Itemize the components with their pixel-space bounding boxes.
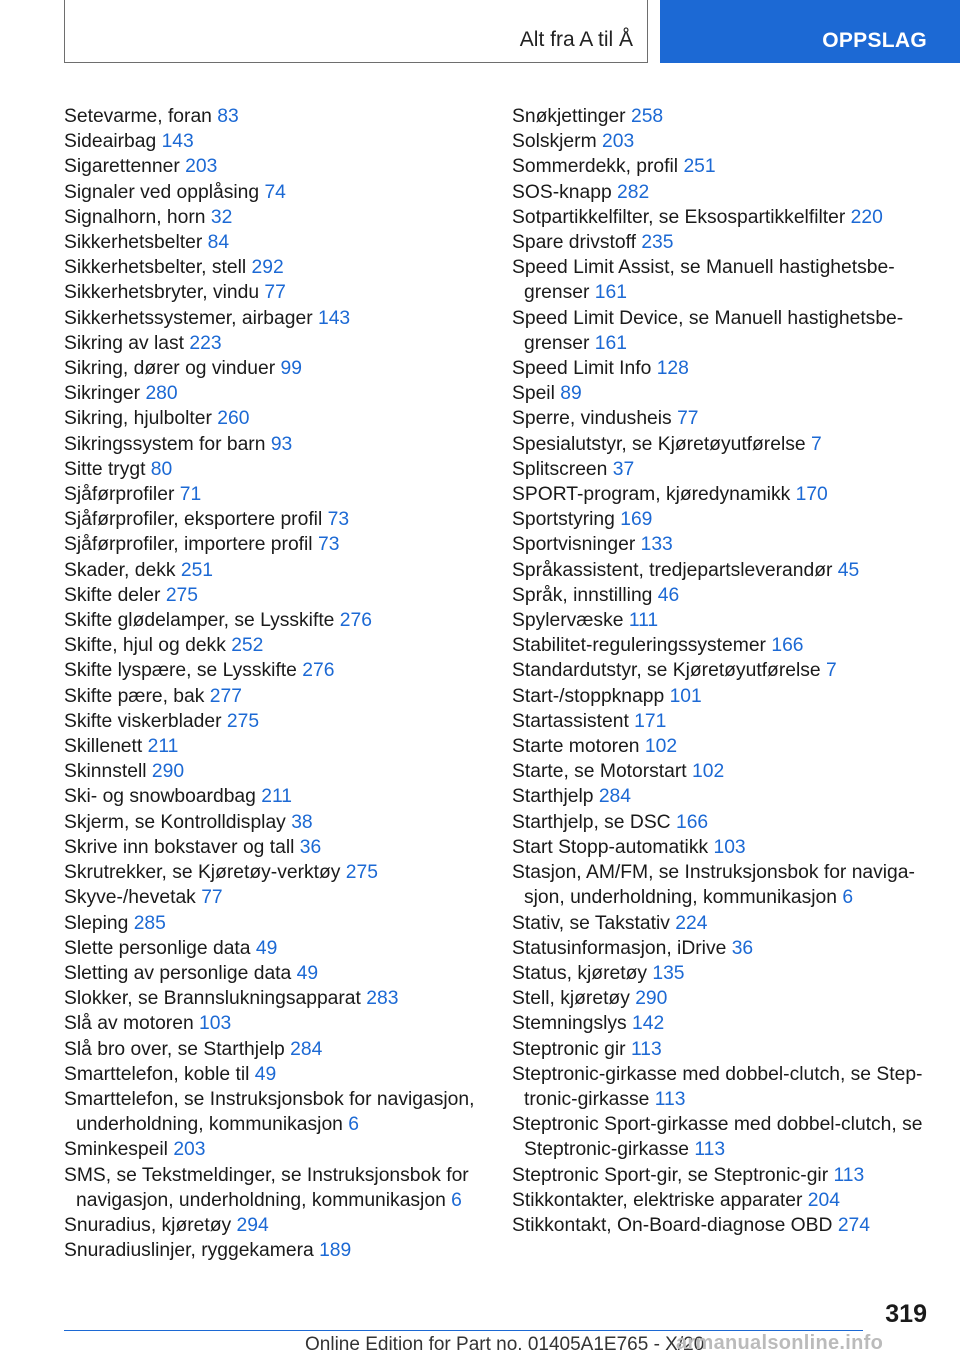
index-entry xyxy=(64,432,484,457)
index-entry-text: Skinnstell xyxy=(64,761,147,783)
page-number: 319 xyxy=(885,1300,927,1328)
index-entry-page-link[interactable]: 103 xyxy=(713,836,746,858)
index-entry xyxy=(512,205,932,230)
index-entry-text: Slette personlige data xyxy=(64,937,251,959)
index-entry-text: Stativ, se Takstativ xyxy=(512,912,670,934)
index-entry-page-link[interactable]: 251 xyxy=(683,156,716,178)
index-entry-text: Slå av motoren xyxy=(64,1013,194,1035)
index-entry-text: Stell, kjøretøy xyxy=(512,988,630,1010)
index-entry xyxy=(64,936,484,961)
index-entry xyxy=(512,784,932,809)
index-entry-page-link[interactable]: 93 xyxy=(270,433,293,455)
index-entry xyxy=(64,810,484,835)
index-entry-text: Snuradiuslinjer, ryggekamera xyxy=(64,1240,314,1262)
header-section-box xyxy=(64,0,648,63)
index-entry xyxy=(512,1062,932,1112)
index-entry-text: Sigarettenner xyxy=(64,156,180,178)
index-entry-text: Steptronic Sport-gir, se Steptronic-gir xyxy=(512,1164,829,1186)
index-entry-page-link[interactable]: 7 xyxy=(810,433,822,455)
index-entry xyxy=(64,1238,484,1263)
index-entry-text: Smarttelefon, koble til xyxy=(64,1063,250,1085)
index-entry xyxy=(512,255,932,305)
index-entry xyxy=(64,709,484,734)
index-entry xyxy=(512,1037,932,1062)
index-entry-text: SPORT-program, kjøredynamikk xyxy=(512,484,791,506)
index-entry xyxy=(512,129,932,154)
index-entry-page-link[interactable]: 103 xyxy=(199,1013,232,1035)
index-entry-text: Starthjelp, se DSC xyxy=(512,811,671,833)
index-entry-page-link[interactable]: 111 xyxy=(628,610,659,632)
index-entry-page-link[interactable]: 113 xyxy=(630,1038,662,1060)
index-entry-page-link[interactable]: 135 xyxy=(652,962,685,984)
index-entry-page-link[interactable]: 276 xyxy=(339,610,372,632)
index-entry-page-link[interactable]: 73 xyxy=(327,509,350,531)
index-entry xyxy=(64,759,484,784)
index-entry-text: Stemningslys xyxy=(512,1013,627,1035)
index-entry xyxy=(64,1087,484,1137)
index-entry xyxy=(512,1112,932,1162)
index-entry xyxy=(512,104,932,129)
index-entry xyxy=(512,507,932,532)
index-entry-text: Slokker, se Brannslukningsapparat xyxy=(64,988,361,1010)
index-entry-page-link[interactable]: 102 xyxy=(692,761,725,783)
index-entry-page-link[interactable]: 203 xyxy=(173,1139,206,1161)
index-entry-text: Skjerm, se Kontrolldisplay xyxy=(64,811,286,833)
index-entry xyxy=(64,255,484,280)
index-entry xyxy=(64,784,484,809)
index-entry xyxy=(512,1163,932,1188)
index-entry-text: Starte, se Motorstart xyxy=(512,761,687,783)
index-entry-page-link[interactable]: 235 xyxy=(641,232,674,254)
index-entry-text: Sikkerhetsbelter, stell xyxy=(64,257,247,279)
index-entry-text: Speed Limit Assist, se Manuell hastighetsbe-grenser xyxy=(512,257,895,304)
index-entry xyxy=(512,810,932,835)
index-entry-page-link[interactable]: 6 xyxy=(842,887,854,909)
index-entry xyxy=(64,457,484,482)
index-entry-page-link[interactable]: 128 xyxy=(656,358,689,380)
index-entry xyxy=(64,1163,484,1213)
index-entry-page-link[interactable]: 80 xyxy=(150,458,173,480)
index-entry xyxy=(64,684,484,709)
index-entry-text: Sportstyring xyxy=(512,509,615,531)
index-entry-text: Sikring, hjulbolter xyxy=(64,408,212,430)
index-entry xyxy=(512,961,932,986)
index-entry-text: Snuradius, kjøretøy xyxy=(64,1214,232,1236)
index-entry-text: Stikkontakter, elektriske apparater xyxy=(512,1189,803,1211)
index-entry xyxy=(64,558,484,583)
index-entry-text: Spesialutstyr, se Kjøretøyutførelse xyxy=(512,433,806,455)
index-entry xyxy=(512,532,932,557)
index-entry-text: Spare drivstoff xyxy=(512,232,636,254)
index-entry-page-link[interactable]: 6 xyxy=(451,1189,462,1211)
index-entry xyxy=(64,331,484,356)
index-entry-text: Sjåførprofiler xyxy=(64,484,175,506)
index-entry xyxy=(64,280,484,305)
index-entry-text: Snøkjettinger xyxy=(512,106,626,127)
index-entry-page-link[interactable]: 77 xyxy=(201,887,223,909)
index-entry xyxy=(512,759,932,784)
index-entry-page-link[interactable]: 275 xyxy=(226,710,260,732)
index-entry-text: Sideairbag xyxy=(64,131,157,153)
index-entry-text: Skifte, hjul og dekk xyxy=(64,635,226,657)
index-entry-page-link[interactable]: 113 xyxy=(654,1088,686,1110)
index-entry xyxy=(512,432,932,457)
index-entry-text: Statusinformasjon, iDrive xyxy=(512,937,727,959)
index-entry-text: Sotpartikkelfilter, se Eksospartikkelfilter xyxy=(512,206,846,228)
index-column-left xyxy=(64,104,484,1263)
index-entry-page-link[interactable]: 89 xyxy=(560,383,582,405)
index-entry xyxy=(64,104,484,129)
index-entry-text: Sportvisninger xyxy=(512,534,636,556)
footer-divider xyxy=(64,1330,863,1331)
index-entry-page-link[interactable]: 224 xyxy=(675,912,708,934)
index-entry-text: Steptronic Sport-girkasse med dobbel-clutch, se Steptronic-girkasse xyxy=(512,1114,923,1161)
index-entry-text: Stabilitet-reguleringssystemer xyxy=(512,635,766,657)
index-entry-page-link[interactable]: 260 xyxy=(217,408,250,430)
index-entry-page-link[interactable]: 277 xyxy=(209,685,242,707)
index-entry-text: Sikringssystem for barn xyxy=(64,433,266,455)
index-entry-text: Setevarme, foran xyxy=(64,106,212,127)
index-entry-text: Sletting av personlige data xyxy=(64,962,292,984)
index-entry xyxy=(512,860,932,910)
index-entry-text: Sjåførprofiler, eksportere profil xyxy=(64,509,323,531)
index-entry xyxy=(64,1137,484,1162)
index-entry-text: Sikring av last xyxy=(64,332,185,354)
index-entry-page-link[interactable]: 142 xyxy=(632,1013,665,1035)
index-entry-page-link[interactable]: 49 xyxy=(254,1063,277,1085)
index-entry xyxy=(64,885,484,910)
index-entry xyxy=(64,608,484,633)
index-entry xyxy=(64,583,484,608)
index-entry xyxy=(512,936,932,961)
index-entry-page-link[interactable]: 282 xyxy=(617,181,650,203)
index-entry xyxy=(64,230,484,255)
index-entry xyxy=(64,406,484,431)
index-entry-text: Sperre, vindusheis xyxy=(512,408,672,430)
index-entry-text: Speed Limit Info xyxy=(512,358,652,380)
index-entry-text: Sikringer xyxy=(64,383,141,405)
index-entry-page-link[interactable]: 275 xyxy=(165,584,198,606)
index-entry xyxy=(512,558,932,583)
index-entry-text: Steptronic gir xyxy=(512,1038,626,1060)
index-entry-text: Solskjerm xyxy=(512,131,597,153)
index-entry-text: Sikring, dører og vinduer xyxy=(64,358,276,380)
index-entry-page-link[interactable]: 283 xyxy=(366,988,399,1010)
index-entry-page-link[interactable]: 203 xyxy=(185,156,218,178)
index-entry-page-link[interactable]: 204 xyxy=(807,1189,840,1211)
index-entry-text: Sleping xyxy=(64,912,129,934)
index-entry-page-link[interactable]: 171 xyxy=(634,710,667,732)
index-entry-page-link[interactable]: 166 xyxy=(675,811,709,833)
index-entry-page-link[interactable]: 290 xyxy=(635,988,668,1010)
index-entry-text: Språk, innstilling xyxy=(512,584,653,606)
index-entry-text: Skader, dekk xyxy=(64,559,176,581)
index-entry-page-link[interactable]: 113 xyxy=(833,1164,865,1186)
index-entry-page-link[interactable]: 37 xyxy=(612,458,635,480)
index-entry xyxy=(64,835,484,860)
index-entry-text: Stasjon, AM/FM, se Instruksjonsbok for naviga-sjon, underholdning, kommunikasjon xyxy=(512,862,915,909)
index-entry-page-link[interactable]: 77 xyxy=(677,408,699,430)
index-entry-page-link[interactable]: 251 xyxy=(180,559,214,581)
watermark: armanualsonline.info xyxy=(676,1332,884,1354)
index-entry-page-link[interactable]: 143 xyxy=(161,131,194,153)
index-entry-page-link[interactable]: 49 xyxy=(255,937,278,959)
index-entry-page-link[interactable]: 77 xyxy=(264,282,286,304)
index-entry-text: Standardutstyr, se Kjøretøyutførelse xyxy=(512,660,821,682)
index-entry-text: Skillenett xyxy=(64,736,143,758)
index-entry-text: Skifte viskerblader xyxy=(64,710,222,732)
index-entry xyxy=(64,961,484,986)
index-entry-text: Status, kjøretøy xyxy=(512,962,647,984)
index-entry xyxy=(64,381,484,406)
index-entry xyxy=(512,457,932,482)
index-entry xyxy=(64,180,484,205)
index-entry-text: Starte motoren xyxy=(512,736,640,758)
index-entry-page-link[interactable]: 6 xyxy=(348,1114,359,1136)
index-entry xyxy=(512,230,932,255)
index-entry xyxy=(64,860,484,885)
index-entry-text: Spylervæske xyxy=(512,610,624,632)
index-entry xyxy=(512,306,932,356)
index-entry-text: Sikkerhetssystemer, airbager xyxy=(64,307,313,329)
index-entry xyxy=(512,835,932,860)
index-entry-text: Ski- og snowboardbag xyxy=(64,786,256,808)
index-entry-text: Skyve-/hevetak xyxy=(64,887,196,909)
index-entry xyxy=(512,154,932,179)
index-entry-page-link[interactable]: 99 xyxy=(280,358,302,380)
index-entry-text: Skifte deler xyxy=(64,584,161,606)
index-entry xyxy=(512,482,932,507)
index-entry-text: Sommerdekk, profil xyxy=(512,156,679,178)
index-entry-page-link[interactable]: 280 xyxy=(145,383,178,405)
index-entry-page-link[interactable]: 189 xyxy=(319,1240,352,1262)
index-entry-page-link[interactable]: 113 xyxy=(694,1139,726,1161)
index-entry xyxy=(512,406,932,431)
index-entry xyxy=(64,986,484,1011)
index-entry-page-link[interactable]: 258 xyxy=(630,106,664,127)
index-entry xyxy=(512,608,932,633)
index-entry-page-link[interactable]: 71 xyxy=(179,484,202,506)
index-entry-page-link[interactable]: 143 xyxy=(317,307,351,329)
index-entry-page-link[interactable]: 32 xyxy=(210,206,233,228)
index-entry-text: Sikkerhetsbelter xyxy=(64,232,203,254)
index-entry-text: Stikkontakt, On-Board-diagnose OBD xyxy=(512,1214,833,1236)
index-entry-text: Speed Limit Device, se Manuell hastighetsbe-grenser xyxy=(512,307,904,354)
index-entry-page-link[interactable]: 101 xyxy=(669,685,702,707)
index-entry-text: Startassistent xyxy=(512,710,629,732)
index-entry-page-link[interactable]: 290 xyxy=(151,761,185,783)
index-entry-text: Slå bro over, se Starthjelp xyxy=(64,1038,285,1060)
index-entry-page-link[interactable]: 38 xyxy=(291,811,313,833)
index-entry-page-link[interactable]: 102 xyxy=(644,736,678,758)
index-entry-text: Steptronic-girkasse med dobbel-clutch, se Step-tronic-girkasse xyxy=(512,1063,923,1110)
index-entry-text: Språkassistent, tredjepartsleverandør xyxy=(512,559,833,581)
index-entry xyxy=(64,306,484,331)
index-entry-page-link[interactable]: 292 xyxy=(251,257,284,279)
index-entry xyxy=(64,1037,484,1062)
index-entry xyxy=(512,986,932,1011)
index-entry-text: Speil xyxy=(512,383,555,405)
index-entry-page-link[interactable]: 49 xyxy=(296,962,319,984)
index-entry-text: Signalhorn, horn xyxy=(64,206,206,228)
index-entry-text: Skifte pære, bak xyxy=(64,685,205,707)
index-entry-page-link[interactable]: 203 xyxy=(602,131,635,153)
index-entry-page-link[interactable]: 223 xyxy=(189,332,222,354)
index-entry xyxy=(64,482,484,507)
index-entry xyxy=(64,911,484,936)
index-entry xyxy=(64,734,484,759)
index-entry-text: Smarttelefon, se Instruksjonsbok for navigasjon, underholdning, kommunikasjon xyxy=(64,1088,475,1136)
index-entry xyxy=(64,154,484,179)
index-entry-page-link[interactable]: 284 xyxy=(598,786,631,808)
index-entry-page-link[interactable]: 211 xyxy=(261,786,292,808)
index-entry-page-link[interactable]: 45 xyxy=(837,559,860,581)
index-entry-page-link[interactable]: 161 xyxy=(594,332,627,354)
index-entry-text: Skrutrekker, se Kjøretøy-verktøy xyxy=(64,862,341,884)
index-entry-page-link[interactable]: 7 xyxy=(825,660,837,682)
index-entry-text: Start-/stoppknapp xyxy=(512,685,665,707)
tab-oppslag[interactable] xyxy=(660,0,960,63)
index-entry-page-link[interactable]: 274 xyxy=(837,1214,870,1236)
index-entry-text: Skifte glødelamper, se Lysskifte xyxy=(64,610,335,632)
index-entry-text: Splitscreen xyxy=(512,458,608,480)
index-entry-page-link[interactable]: 169 xyxy=(620,509,653,531)
index-column-right xyxy=(512,104,932,1238)
index-entry-page-link[interactable]: 46 xyxy=(657,584,680,606)
index-entry xyxy=(512,658,932,683)
index-entry-page-link[interactable]: 84 xyxy=(207,232,230,254)
index-entry-page-link[interactable]: 275 xyxy=(345,862,378,884)
index-entry-page-link[interactable]: 133 xyxy=(640,534,673,556)
index-entry xyxy=(512,911,932,936)
index-entry-text: SMS, se Tekstmeldinger, se Instruksjonsbok for navigasjon, underholdning, kommunikasjon xyxy=(64,1164,469,1211)
index-entry-page-link[interactable]: 284 xyxy=(290,1038,323,1060)
index-entry xyxy=(512,684,932,709)
index-entry-page-link[interactable]: 36 xyxy=(299,836,322,858)
index-entry xyxy=(64,658,484,683)
index-entry-page-link[interactable]: 161 xyxy=(594,282,627,304)
index-entry-text: Starthjelp xyxy=(512,786,594,808)
index-entry xyxy=(512,1213,932,1238)
index-entry xyxy=(512,583,932,608)
section-title: Alt fra A til Å xyxy=(519,28,633,51)
index-entry xyxy=(512,381,932,406)
index-entry-text: Sminkespeil xyxy=(64,1139,168,1161)
index-entry-page-link[interactable]: 73 xyxy=(317,534,340,556)
index-entry-text: Sikkerhetsbryter, vindu xyxy=(64,282,260,304)
index-entry-page-link[interactable]: 166 xyxy=(771,635,804,657)
index-entry xyxy=(64,633,484,658)
index-entry xyxy=(64,532,484,557)
index-entry-text: SOS-knapp xyxy=(512,181,612,203)
index-entry-page-link[interactable]: 220 xyxy=(850,206,883,228)
index-entry-text: Signaler ved opplåsing xyxy=(64,181,260,203)
index-entry-page-link[interactable]: 74 xyxy=(264,181,286,203)
index-entry xyxy=(512,1188,932,1213)
index-entry-page-link[interactable]: 211 xyxy=(147,736,179,758)
index-entry-page-link[interactable]: 83 xyxy=(217,106,239,127)
index-entry-page-link[interactable]: 252 xyxy=(231,635,264,657)
index-entry-text: Sitte trygt xyxy=(64,458,146,480)
index-entry-page-link[interactable]: 170 xyxy=(795,484,828,506)
edition-text: Online Edition for Part no. 01405A1E765 - X/20 xyxy=(305,1334,705,1355)
index-entry xyxy=(512,734,932,759)
index-entry-page-link[interactable]: 276 xyxy=(302,660,335,682)
tab-oppslag-label: OPPSLAG xyxy=(822,29,927,52)
index-entry xyxy=(64,1213,484,1238)
index-entry-page-link[interactable]: 36 xyxy=(731,937,754,959)
index-entry xyxy=(512,633,932,658)
index-entry-text: Sjåførprofiler, importere profil xyxy=(64,534,313,556)
index-entry xyxy=(64,1011,484,1036)
index-entry xyxy=(64,205,484,230)
index-entry xyxy=(64,356,484,381)
index-entry-page-link[interactable]: 294 xyxy=(236,1214,269,1236)
index-entry-text: Start Stopp-automatikk xyxy=(512,836,709,858)
index-entry xyxy=(64,129,484,154)
index-entry xyxy=(512,1011,932,1036)
index-entry xyxy=(512,180,932,205)
index-entry-text: Skrive inn bokstaver og tall xyxy=(64,836,295,858)
index-entry xyxy=(64,1062,484,1087)
index-entry xyxy=(512,356,932,381)
index-entry-page-link[interactable]: 285 xyxy=(133,912,166,934)
index-entry-text: Skifte lyspære, se Lysskifte xyxy=(64,660,297,682)
index-entry xyxy=(64,507,484,532)
index-entry xyxy=(512,709,932,734)
